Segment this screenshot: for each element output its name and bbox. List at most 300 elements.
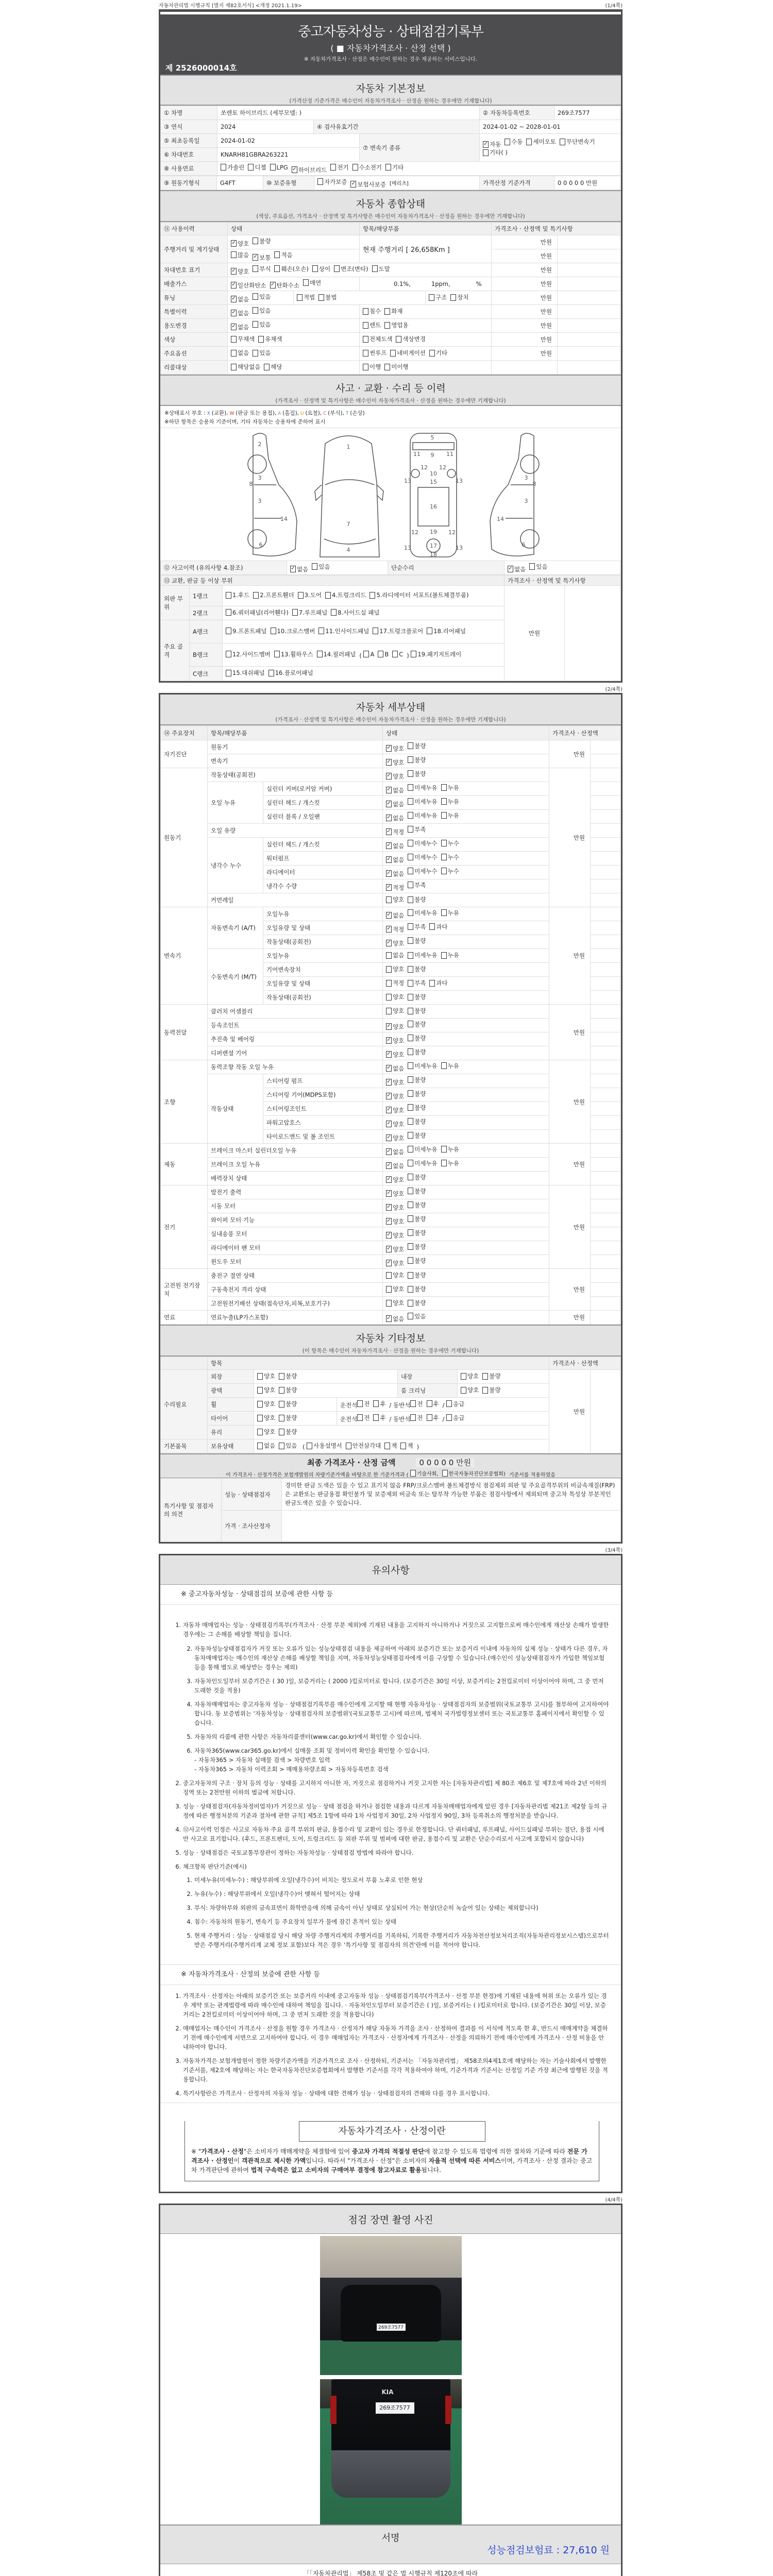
- checkbox-option[interactable]: ✓ 없음: [386, 814, 404, 822]
- checkbox-option[interactable]: ✓ 양호: [386, 1134, 404, 1142]
- checkbox-option[interactable]: 미세누유: [408, 1062, 437, 1070]
- checkbox-icon[interactable]: [483, 141, 489, 148]
- checkbox-option[interactable]: 부식: [253, 265, 271, 273]
- checkbox-icon[interactable]: [408, 1090, 413, 1097]
- checkbox-option[interactable]: 구조: [429, 293, 447, 301]
- checkbox-option[interactable]: 7.루프패널: [292, 608, 327, 617]
- checkbox-option[interactable]: 5.라디에이터 서포트(볼트체결부품): [369, 590, 468, 600]
- checkbox-option[interactable]: 장치: [450, 293, 468, 301]
- checkbox-icon[interactable]: [386, 1204, 392, 1211]
- checkbox-icon[interactable]: [408, 1076, 413, 1083]
- checkbox-option[interactable]: 있음: [253, 349, 271, 357]
- checkbox-icon[interactable]: [231, 350, 237, 357]
- checkbox-icon[interactable]: [408, 1160, 413, 1166]
- checkbox-option[interactable]: 후: [373, 1414, 385, 1422]
- checkbox-icon[interactable]: [441, 909, 447, 916]
- checkbox-icon[interactable]: [441, 1160, 447, 1166]
- checkbox-icon[interactable]: [386, 842, 392, 849]
- checkbox-icon[interactable]: [373, 1400, 379, 1407]
- checkbox-option[interactable]: 불량: [408, 770, 426, 778]
- checkbox-icon[interactable]: [334, 265, 340, 272]
- checkbox-icon[interactable]: [221, 164, 226, 171]
- checkbox-option[interactable]: 있음: [253, 320, 271, 329]
- checkbox-option[interactable]: 불량: [408, 1090, 426, 1098]
- checkbox-icon[interactable]: [253, 293, 258, 300]
- checkbox-option[interactable]: 도말: [372, 265, 390, 273]
- checkbox-option[interactable]: 불량: [279, 1400, 297, 1408]
- checkbox-icon[interactable]: [408, 1243, 413, 1250]
- checkbox-icon[interactable]: [258, 336, 264, 343]
- checkbox-icon[interactable]: [372, 265, 378, 272]
- checkbox-icon[interactable]: [441, 840, 447, 846]
- checkbox-option[interactable]: 불량: [482, 1372, 500, 1380]
- checkbox-option[interactable]: ✓ 양호: [386, 1190, 404, 1198]
- checkbox-icon[interactable]: [279, 1373, 284, 1380]
- checkbox-icon[interactable]: [346, 1443, 351, 1449]
- checkbox-icon[interactable]: [318, 294, 324, 301]
- checkbox-option[interactable]: ✓ 적정: [386, 828, 404, 836]
- checkbox-icon[interactable]: [427, 1414, 432, 1421]
- checkbox-option[interactable]: 해당없음: [231, 363, 260, 371]
- checkbox-icon[interactable]: [482, 1373, 488, 1380]
- checkbox-option[interactable]: ✓ 양호: [386, 1217, 404, 1226]
- checkbox-icon[interactable]: [408, 994, 413, 1001]
- checkbox-option[interactable]: 미세누유: [408, 1145, 437, 1154]
- checkbox-option[interactable]: 미세누유: [408, 784, 437, 792]
- checkbox-icon[interactable]: [317, 651, 323, 657]
- checkbox-option[interactable]: 부족: [408, 825, 426, 834]
- checkbox-icon[interactable]: [386, 1260, 392, 1266]
- checkbox-option[interactable]: 미세누유: [408, 811, 437, 820]
- checkbox-icon[interactable]: [369, 592, 375, 599]
- checkbox-option[interactable]: 2.프론트휀더: [253, 590, 294, 600]
- checkbox-icon[interactable]: [385, 164, 391, 171]
- checkbox-option[interactable]: LPG: [270, 164, 288, 171]
- checkbox-icon[interactable]: [231, 268, 237, 275]
- checkbox-option[interactable]: 양호: [257, 1372, 275, 1380]
- checkbox-icon[interactable]: [231, 364, 237, 370]
- checkbox-option[interactable]: 19.패키지트레이: [411, 650, 461, 659]
- checkbox-icon[interactable]: [386, 1134, 392, 1141]
- checkbox-icon[interactable]: [408, 923, 413, 930]
- checkbox-option[interactable]: 양호: [386, 1285, 404, 1293]
- checkbox-icon[interactable]: [441, 952, 447, 959]
- checkbox-icon[interactable]: [442, 1470, 448, 1477]
- checkbox-option[interactable]: ✓ 양호: [386, 1231, 404, 1240]
- checkbox-icon[interactable]: [270, 282, 276, 289]
- checkbox-icon[interactable]: [257, 1387, 263, 1394]
- checkbox-icon[interactable]: [318, 628, 324, 634]
- checkbox-option[interactable]: 영업용: [384, 321, 408, 329]
- checkbox-icon[interactable]: [408, 1062, 413, 1069]
- checkbox-option[interactable]: 누유: [441, 798, 459, 806]
- checkbox-option[interactable]: 16.플로어패널: [268, 668, 313, 677]
- checkbox-icon[interactable]: [386, 994, 392, 1001]
- checkbox-icon[interactable]: [408, 1021, 413, 1027]
- checkbox-option[interactable]: ✓ 없음: [290, 565, 308, 573]
- checkbox-icon[interactable]: [386, 745, 392, 752]
- checkbox-option[interactable]: 사용설명서: [307, 1442, 342, 1450]
- checkbox-icon[interactable]: [274, 651, 280, 657]
- checkbox-option[interactable]: 부족: [408, 979, 426, 987]
- checkbox-icon[interactable]: [386, 828, 392, 835]
- checkbox-option[interactable]: A: [363, 650, 374, 659]
- checkbox-option[interactable]: 불량: [482, 1386, 500, 1394]
- checkbox-option[interactable]: 17.트렁크플로어: [373, 626, 423, 636]
- checkbox-icon[interactable]: [408, 1035, 413, 1041]
- checkbox-option[interactable]: ✓ 양호: [231, 267, 249, 276]
- checkbox-icon[interactable]: [292, 166, 297, 173]
- checkbox-icon[interactable]: [408, 952, 413, 959]
- checkbox-icon[interactable]: [253, 307, 258, 314]
- checkbox-option[interactable]: 있음: [279, 1442, 297, 1450]
- checkbox-option[interactable]: 잭: [400, 1442, 413, 1450]
- checkbox-icon[interactable]: [279, 1415, 284, 1421]
- checkbox-icon[interactable]: [373, 1414, 379, 1421]
- checkbox-icon[interactable]: [386, 1093, 392, 1099]
- checkbox-option[interactable]: 잭: [384, 1442, 397, 1450]
- checkbox-option[interactable]: ✓ 양호: [386, 1204, 404, 1212]
- checkbox-option[interactable]: ✓ 양호: [386, 744, 404, 753]
- checkbox-option[interactable]: 양호: [386, 1299, 404, 1307]
- checkbox-option[interactable]: 적법: [297, 293, 315, 301]
- checkbox-option[interactable]: 누수: [441, 839, 459, 848]
- checkbox-icon[interactable]: [357, 1414, 363, 1421]
- checkbox-option[interactable]: ✓ 양호: [386, 758, 404, 767]
- checkbox-icon[interactable]: [408, 980, 413, 987]
- checkbox-option[interactable]: 전체도색: [363, 335, 392, 343]
- checkbox-option[interactable]: 부족: [408, 923, 426, 931]
- checkbox-icon[interactable]: [386, 1051, 392, 1058]
- checkbox-option[interactable]: 미이행: [384, 363, 408, 371]
- checkbox-option[interactable]: 미세누유: [408, 1159, 437, 1167]
- checkbox-icon[interactable]: [441, 784, 447, 791]
- checkbox-option[interactable]: 미세누수: [408, 853, 437, 861]
- checkbox-icon[interactable]: [408, 1174, 413, 1180]
- checkbox-option[interactable]: 색상변경: [396, 335, 425, 343]
- checkbox-icon[interactable]: [231, 324, 237, 330]
- checkbox-option[interactable]: ✓ 없음: [386, 870, 404, 878]
- checkbox-icon[interactable]: [274, 265, 280, 272]
- checkbox-icon[interactable]: [386, 1065, 392, 1072]
- checkbox-icon[interactable]: [408, 1215, 413, 1222]
- checkbox-icon[interactable]: [231, 310, 237, 316]
- checkbox-option[interactable]: 양호: [257, 1386, 275, 1394]
- inspection-photo-rear[interactable]: [320, 2379, 462, 2524]
- checkbox-icon[interactable]: [429, 294, 434, 301]
- checkbox-option[interactable]: 6.쿼터패널(리어휀다): [226, 608, 289, 617]
- checkbox-icon[interactable]: [378, 651, 383, 657]
- checkbox-icon[interactable]: [386, 912, 392, 919]
- checkbox-icon[interactable]: [386, 801, 392, 807]
- checkbox-option[interactable]: 수동: [505, 138, 523, 146]
- checkbox-option[interactable]: 4.트렁크리드: [325, 590, 366, 600]
- checkbox-option[interactable]: 없음: [386, 951, 404, 959]
- checkbox-icon[interactable]: [408, 1257, 413, 1264]
- checkbox-icon[interactable]: [357, 1400, 363, 1407]
- checkbox-option[interactable]: 과다: [429, 923, 447, 931]
- checkbox-option[interactable]: 화재: [384, 307, 402, 315]
- checkbox-option[interactable]: 불량: [408, 1117, 426, 1126]
- checkbox-option[interactable]: 과다: [429, 979, 447, 987]
- checkbox-option[interactable]: 이행: [363, 363, 381, 371]
- checkbox-icon[interactable]: [386, 1286, 392, 1293]
- checkbox-option[interactable]: 디젤: [248, 163, 266, 172]
- checkbox-icon[interactable]: [363, 364, 368, 370]
- checkbox-option[interactable]: ✓ 없음: [386, 786, 404, 794]
- checkbox-option[interactable]: 9.프론트패널: [226, 626, 267, 636]
- checkbox-option[interactable]: 미세누수: [408, 839, 437, 848]
- checkbox-icon[interactable]: [363, 350, 368, 357]
- checkbox-icon[interactable]: [253, 238, 258, 244]
- checkbox-option[interactable]: 8.사이드실 패널: [331, 608, 379, 617]
- checkbox-option[interactable]: ✓ 일산화탄소: [231, 281, 266, 290]
- checkbox-icon[interactable]: [279, 1387, 284, 1394]
- checkbox-option[interactable]: ✓ 없음: [508, 565, 526, 573]
- checkbox-icon[interactable]: [386, 787, 392, 793]
- checkbox-icon[interactable]: [408, 1300, 413, 1307]
- checkbox-icon[interactable]: [257, 1443, 263, 1449]
- checkbox-icon[interactable]: [386, 966, 392, 973]
- checkbox-icon[interactable]: [560, 139, 565, 145]
- checkbox-icon[interactable]: [429, 350, 435, 357]
- checkbox-icon[interactable]: [307, 1443, 312, 1449]
- checkbox-option[interactable]: 불량: [408, 937, 426, 945]
- checkbox-icon[interactable]: [408, 1229, 413, 1236]
- checkbox-option[interactable]: 불량: [408, 1299, 426, 1307]
- checkbox-option[interactable]: 불량: [408, 1215, 426, 1223]
- checkbox-option[interactable]: ✓ 양호: [386, 1050, 404, 1059]
- inspection-photo-front[interactable]: [320, 2236, 462, 2375]
- checkbox-option[interactable]: 불량: [408, 1034, 426, 1042]
- checkbox-icon[interactable]: [253, 350, 258, 357]
- checkbox-icon[interactable]: [279, 1443, 284, 1449]
- checkbox-option[interactable]: 전: [410, 1400, 423, 1408]
- checkbox-icon[interactable]: [408, 882, 413, 888]
- checkbox-option[interactable]: 양호: [386, 1007, 404, 1015]
- checkbox-icon[interactable]: [408, 1313, 413, 1319]
- checkbox-option[interactable]: ✓ 양호: [386, 1023, 404, 1031]
- checkbox-option[interactable]: 한국자동차진단보증협회): [442, 1469, 506, 1477]
- checkbox-icon[interactable]: [461, 1373, 466, 1380]
- checkbox-icon[interactable]: [410, 1400, 416, 1407]
- checkbox-option[interactable]: 있음: [408, 1312, 426, 1320]
- checkbox-icon[interactable]: [386, 1008, 392, 1014]
- checkbox-icon[interactable]: [384, 322, 390, 329]
- checkbox-option[interactable]: 미세누유: [408, 951, 437, 959]
- checkbox-option[interactable]: 불량: [408, 1048, 426, 1056]
- checkbox-option[interactable]: 렌트: [363, 321, 381, 329]
- checkbox-option[interactable]: ✓ 적정: [386, 884, 404, 892]
- checkbox-option[interactable]: ✓ 없음: [231, 295, 249, 303]
- checkbox-option[interactable]: 양호: [461, 1386, 479, 1394]
- checkbox-icon[interactable]: [384, 308, 390, 315]
- checkbox-option[interactable]: 11.인사이드패널: [318, 626, 369, 636]
- checkbox-icon[interactable]: [482, 1387, 488, 1394]
- checkbox-option[interactable]: 불량: [408, 895, 426, 904]
- checkbox-icon[interactable]: [292, 609, 298, 616]
- checkbox-option[interactable]: 침수: [363, 307, 381, 315]
- checkbox-option[interactable]: 많음: [231, 251, 249, 259]
- checkbox-option[interactable]: 불량: [253, 237, 271, 245]
- checkbox-option[interactable]: ✓ 없음: [386, 1148, 404, 1156]
- checkbox-icon[interactable]: [408, 1272, 413, 1279]
- checkbox-icon[interactable]: [427, 628, 432, 634]
- checkbox-icon[interactable]: [231, 240, 237, 247]
- checkbox-option[interactable]: 양호: [386, 965, 404, 973]
- checkbox-icon[interactable]: [271, 628, 276, 634]
- checkbox-option[interactable]: 썬루프: [363, 349, 386, 357]
- checkbox-option[interactable]: ✓ 없음: [231, 309, 249, 317]
- checkbox-option[interactable]: ✓ 탄화수소: [270, 281, 299, 290]
- checkbox-option[interactable]: 미세누유: [408, 798, 437, 806]
- checkbox-icon[interactable]: [226, 651, 231, 657]
- checkbox-option[interactable]: ✓ 양호: [386, 1037, 404, 1045]
- checkbox-icon[interactable]: [226, 592, 231, 599]
- checkbox-icon[interactable]: [231, 296, 237, 302]
- checkbox-option[interactable]: ✓ 양호: [386, 1245, 404, 1253]
- checkbox-option[interactable]: 양호: [257, 1414, 275, 1422]
- checkbox-icon[interactable]: [441, 854, 447, 860]
- checkbox-option[interactable]: 있음: [253, 293, 271, 301]
- checkbox-icon[interactable]: [450, 294, 456, 301]
- checkbox-option[interactable]: 세미오토: [526, 138, 556, 146]
- checkbox-option[interactable]: 불량: [408, 1020, 426, 1028]
- checkbox-option[interactable]: 유채색: [258, 335, 282, 343]
- checkbox-option[interactable]: 불량: [408, 993, 426, 1001]
- checkbox-icon[interactable]: [408, 812, 413, 819]
- checkbox-option[interactable]: 누유: [441, 811, 459, 820]
- checkbox-option[interactable]: 불량: [279, 1414, 297, 1422]
- checkbox-option[interactable]: 불량: [408, 1076, 426, 1084]
- checkbox-option[interactable]: ✓ 없음: [231, 323, 249, 331]
- checkbox-icon[interactable]: [441, 798, 447, 805]
- checkbox-icon[interactable]: [386, 1315, 392, 1322]
- checkbox-icon[interactable]: [386, 884, 392, 891]
- checkbox-option[interactable]: 전기: [330, 163, 348, 172]
- checkbox-icon[interactable]: [408, 1286, 413, 1293]
- checkbox-icon[interactable]: [386, 1037, 392, 1044]
- checkbox-icon[interactable]: [384, 1443, 390, 1449]
- checkbox-option[interactable]: ✓ 없음: [386, 1162, 404, 1170]
- checkbox-option[interactable]: 없음: [257, 1442, 275, 1450]
- checkbox-icon[interactable]: [257, 1429, 263, 1435]
- checkbox-option[interactable]: ✓ 없음: [386, 1064, 404, 1073]
- checkbox-icon[interactable]: [330, 164, 336, 171]
- checkbox-option[interactable]: 15.대쉬패널: [226, 668, 265, 677]
- checkbox-option[interactable]: 불량: [408, 1257, 426, 1265]
- checkbox-icon[interactable]: [446, 1400, 452, 1407]
- checkbox-option[interactable]: ✓ 없음: [386, 856, 404, 864]
- checkbox-icon[interactable]: [408, 840, 413, 846]
- checkbox-icon[interactable]: [408, 966, 413, 973]
- checkbox-icon[interactable]: [408, 896, 413, 903]
- checkbox-icon[interactable]: [408, 937, 413, 944]
- checkbox-option[interactable]: ✓ 양호: [231, 240, 249, 248]
- checkbox-option[interactable]: ✓ 양호: [386, 1092, 404, 1100]
- checkbox-option[interactable]: 누유: [441, 909, 459, 917]
- checkbox-option[interactable]: ✓ 양호: [386, 939, 404, 947]
- checkbox-icon[interactable]: [386, 1023, 392, 1030]
- checkbox-icon[interactable]: [312, 563, 317, 570]
- checkbox-option[interactable]: 18.리어패널: [427, 626, 466, 636]
- checkbox-option[interactable]: 양호: [257, 1428, 275, 1436]
- checkbox-option[interactable]: 양호: [461, 1372, 479, 1380]
- checkbox-icon[interactable]: [279, 1401, 284, 1408]
- checkbox-option[interactable]: ✓ 없음: [386, 1315, 404, 1323]
- checkbox-icon[interactable]: [386, 1162, 392, 1169]
- checkbox-icon[interactable]: [317, 178, 323, 185]
- checkbox-option[interactable]: 불량: [408, 742, 426, 750]
- checkbox-option[interactable]: 전: [357, 1414, 369, 1422]
- checkbox-option[interactable]: 12.사이드멤버: [226, 650, 271, 659]
- checkbox-option[interactable]: 기타: [429, 349, 447, 357]
- checkbox-icon[interactable]: [441, 1062, 447, 1069]
- checkbox-icon[interactable]: [386, 870, 392, 877]
- checkbox-icon[interactable]: [408, 756, 413, 763]
- checkbox-icon[interactable]: [257, 1373, 263, 1380]
- checkbox-icon[interactable]: [408, 784, 413, 791]
- checkbox-icon[interactable]: [257, 1415, 263, 1421]
- checkbox-option[interactable]: 후: [373, 1400, 385, 1408]
- checkbox-icon[interactable]: [297, 294, 303, 301]
- checkbox-option[interactable]: ✓ 보통: [253, 253, 271, 262]
- checkbox-option[interactable]: 누수: [441, 853, 459, 861]
- checkbox-option[interactable]: 변조(변타): [334, 265, 368, 273]
- checkbox-icon[interactable]: [505, 139, 510, 145]
- checkbox-option[interactable]: 매연: [303, 279, 321, 287]
- checkbox-option[interactable]: ✓ 하이브리드: [292, 166, 327, 174]
- checkbox-icon[interactable]: [408, 868, 413, 874]
- checkbox-icon[interactable]: [441, 812, 447, 819]
- checkbox-option[interactable]: 자가보증: [317, 178, 347, 186]
- checkbox-icon[interactable]: [386, 759, 392, 766]
- checkbox-icon[interactable]: [386, 1272, 392, 1279]
- checkbox-icon[interactable]: [410, 1470, 416, 1477]
- checkbox-option[interactable]: ✓ 자동: [483, 140, 501, 148]
- checkbox-icon[interactable]: [427, 1400, 432, 1407]
- checkbox-option[interactable]: 상이: [312, 265, 330, 273]
- checkbox-icon[interactable]: [363, 322, 368, 329]
- checkbox-icon[interactable]: [373, 628, 378, 634]
- checkbox-icon[interactable]: [400, 1443, 406, 1449]
- checkbox-icon[interactable]: [386, 980, 392, 987]
- checkbox-icon[interactable]: [408, 798, 413, 805]
- checkbox-option[interactable]: 있음: [312, 563, 330, 571]
- checkbox-icon[interactable]: [363, 308, 368, 315]
- checkbox-option[interactable]: 불량: [408, 1243, 426, 1251]
- checkbox-icon[interactable]: [231, 251, 237, 258]
- checkbox-icon[interactable]: [264, 364, 270, 370]
- checkbox-option[interactable]: 기술사회,: [410, 1469, 439, 1477]
- checkbox-icon[interactable]: [279, 1429, 284, 1435]
- checkbox-icon[interactable]: [363, 336, 368, 343]
- checkbox-icon[interactable]: [386, 1246, 392, 1252]
- checkbox-option[interactable]: ✓ 양호: [386, 1176, 404, 1184]
- checkbox-icon[interactable]: [325, 592, 331, 599]
- checkbox-icon[interactable]: [312, 265, 318, 272]
- checkbox-icon[interactable]: [274, 251, 280, 258]
- checkbox-icon[interactable]: [408, 909, 413, 916]
- checkbox-option[interactable]: 누유: [441, 784, 459, 792]
- checkbox-option[interactable]: ✓ 양호: [386, 1078, 404, 1087]
- checkbox-icon[interactable]: [352, 164, 358, 171]
- checkbox-icon[interactable]: [408, 854, 413, 860]
- checkbox-option[interactable]: B: [378, 650, 389, 659]
- checkbox-icon[interactable]: [298, 592, 304, 599]
- checkbox-icon[interactable]: [386, 1190, 392, 1197]
- checkbox-icon[interactable]: [392, 651, 398, 657]
